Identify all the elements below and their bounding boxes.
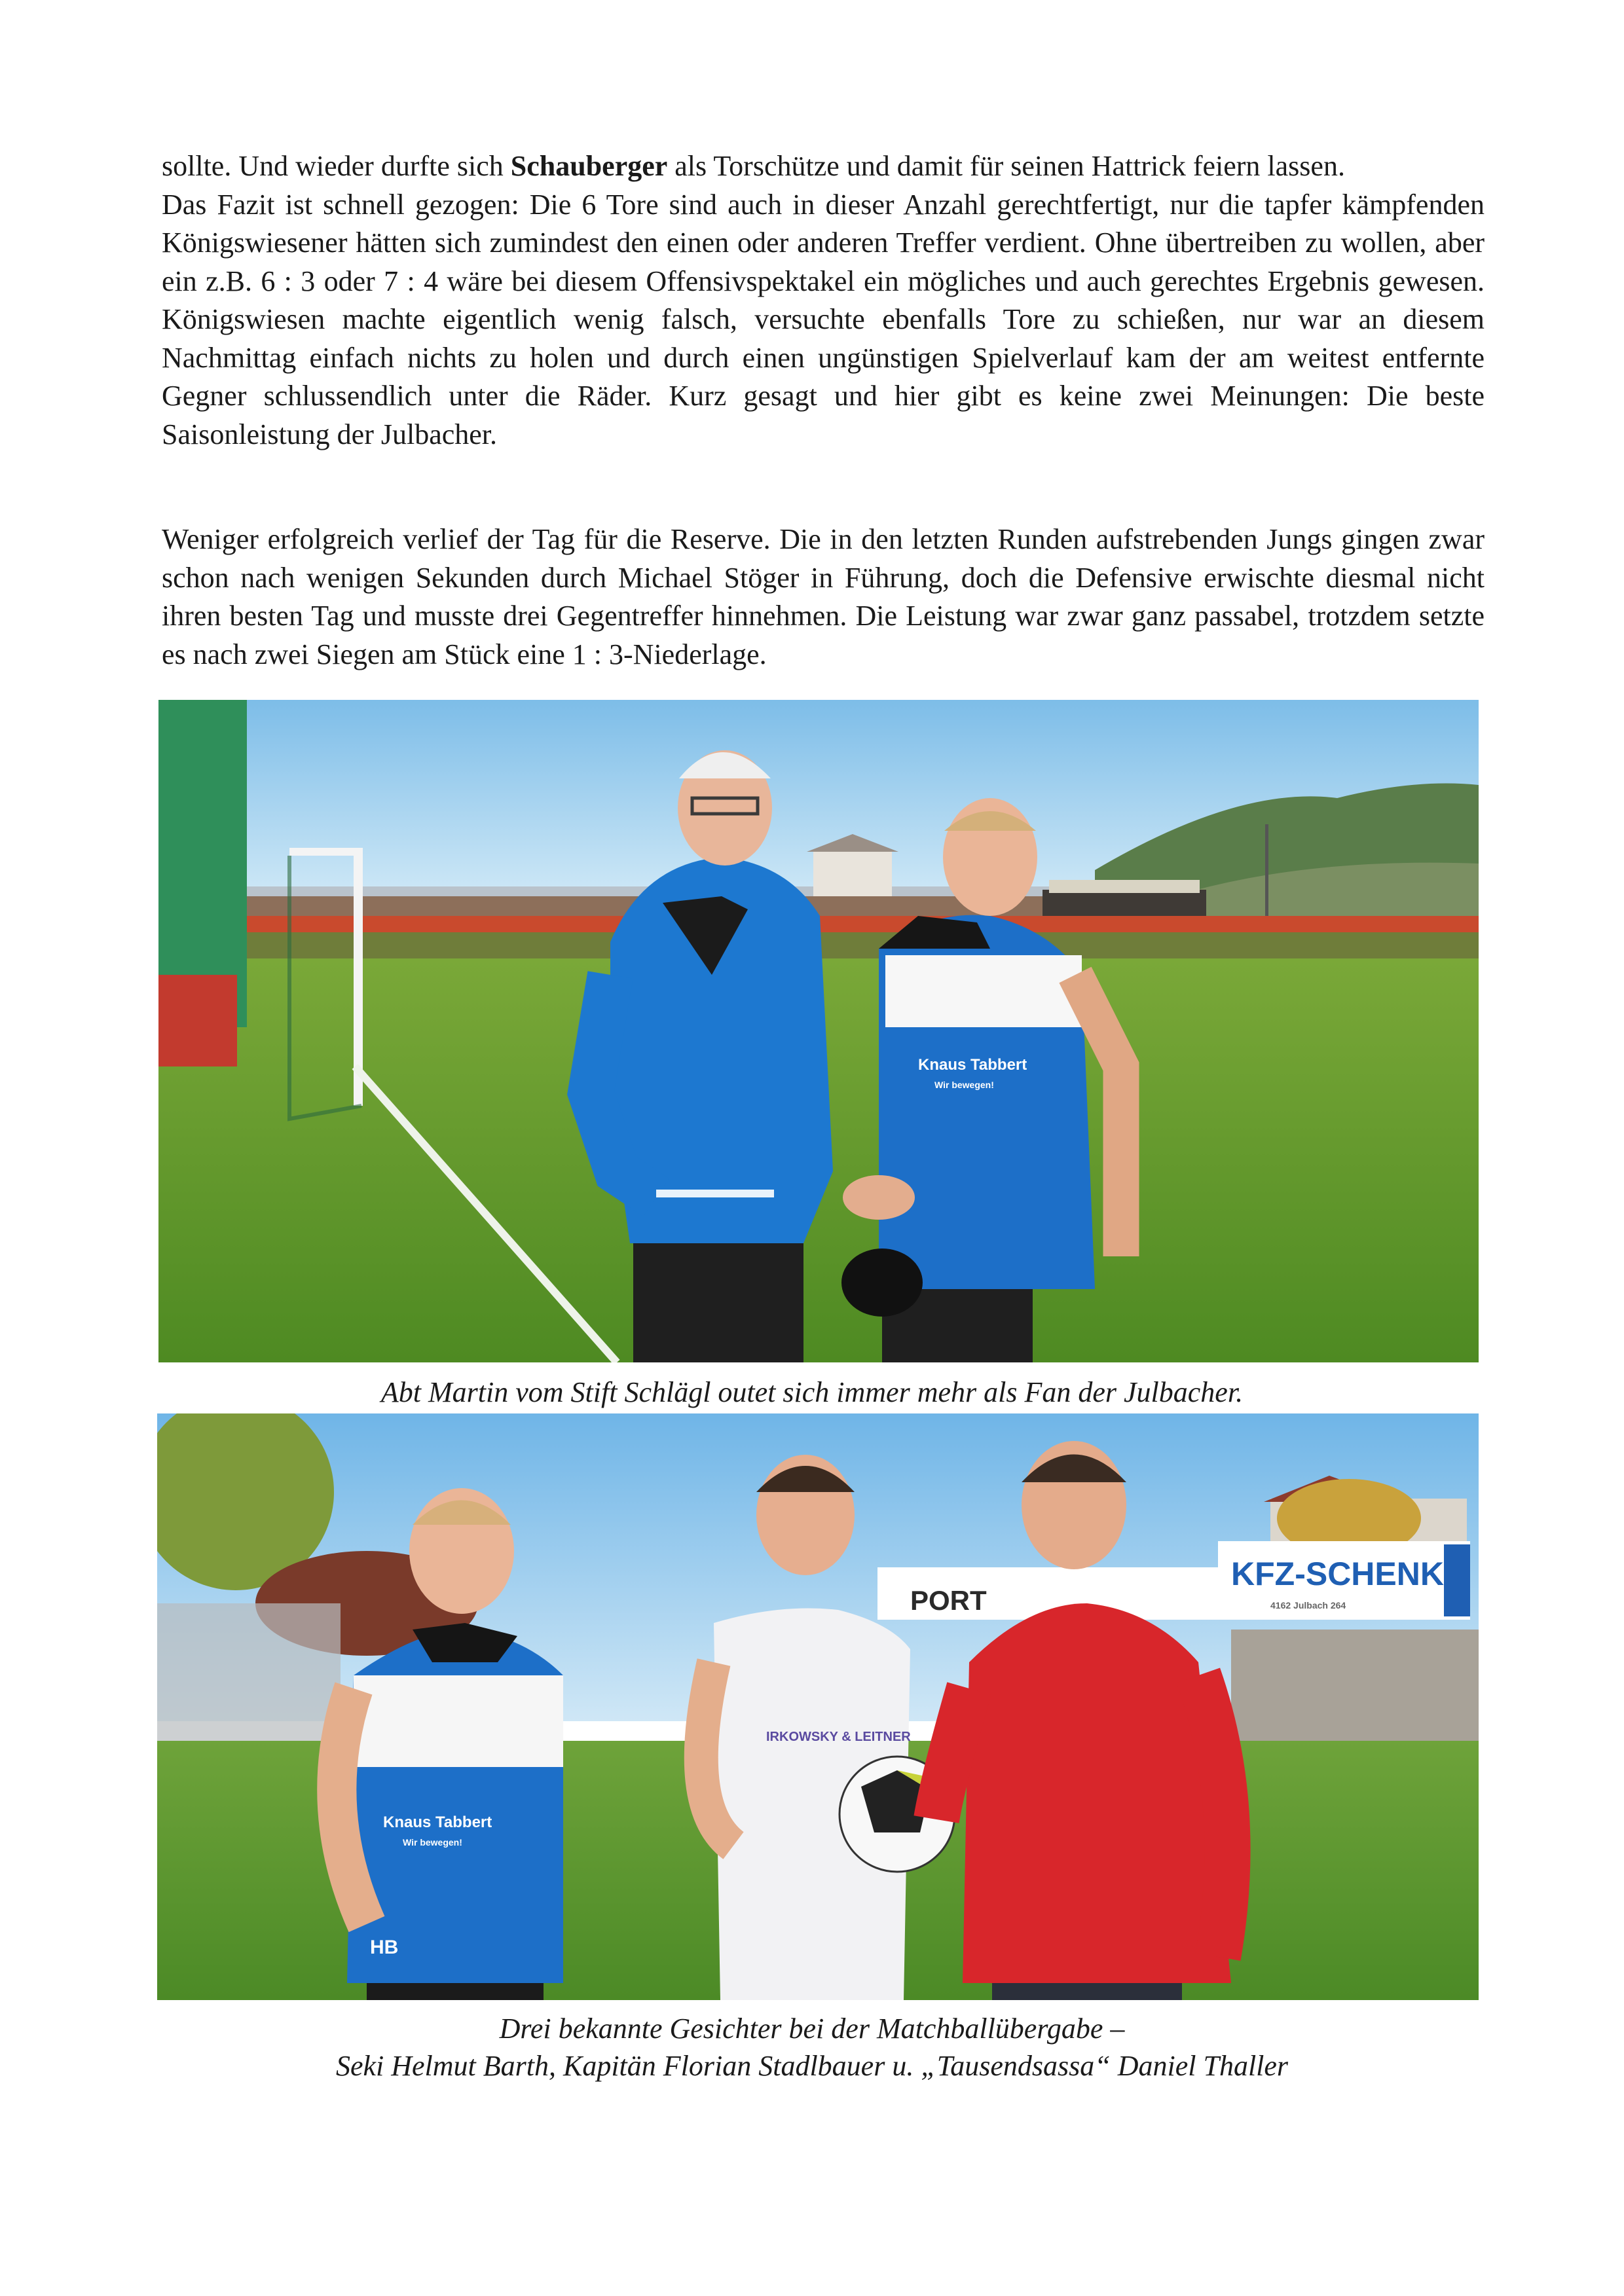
- shirt-sponsor-white: IRKOWSKY & LEITNER: [766, 1730, 911, 1744]
- photo2-caption: [0, 2010, 1624, 2085]
- shirt-initials: HB: [370, 1937, 399, 1958]
- shirt-sponsor-slogan-2: Wir bewegen!: [403, 1837, 462, 1848]
- photo-matchball: [157, 1413, 1479, 2000]
- player-name-bold: Schauberger: [510, 150, 668, 182]
- photo-handshake: [158, 700, 1479, 1362]
- photo1-caption: Abt Martin vom Stift Schlägl outet sich immer mehr als Fan der Julbacher.: [380, 1376, 1244, 1408]
- paragraph-reserve: Weniger erfolgreich verlief der Tag für die Reserve. Die in den letzten Runden aufstrebenden Jungs gingen zwar schon nach wenigen Sekunden durch Michael Stöger in Führung, doch die Defensive erwischte diesmal nicht ihren besten Tag und musste drei Gegentreffer hinnehmen. Die Leistung war zwar ganz passabel, trotzdem setzte es nach zwei Siegen am Stück eine 1 : 3-Niederlage.: [162, 523, 1485, 670]
- article-text-reserve: [162, 520, 1485, 674]
- photo2-caption-line2: Seki Helmut Barth, Kapitän Florian Stadlbauer u. „Tausendsassa“ Daniel Thaller: [335, 2050, 1289, 2082]
- banner-address: 4162 Julbach 264: [1270, 1600, 1346, 1611]
- photo2-caption-line1: Drei bekannte Gesichter bei der Matchballübergabe –: [499, 2013, 1125, 2045]
- paragraph-fazit: Das Fazit ist schnell gezogen: Die 6 Tore sind auch in dieser Anzahl gerechtfertigt, nur die tapfer kämpfenden Königswiesener hätten sich zumindest den einen oder anderen Treffer verdient. Ohne übertreiben zu wollen, aber ein z.B. 6 : 3 oder 7 : 4 wäre bei diesem Offensivspektakel ein mögliches und auch gerechtes Ergebnis gewesen. Königswiesen machte eigentlich wenig falsch, versuchte ebenfalls Tore zu schießen, nur war an diesem Nachmittag einfach nichts zu holen und durch einen ungünstigen Spielverlauf kam der am weitest entfernte Gegner schlussendlich unter die Räder. Kurz gesagt und hier gibt es keine zwei Meinungen: Die beste Saisonleistung der Julbacher.: [162, 188, 1485, 450]
- shirt-sponsor-text-2: Knaus Tabbert: [383, 1813, 492, 1831]
- shirt-sponsor-text: Knaus Tabbert: [918, 1056, 1027, 1074]
- banner-partial: PORT: [910, 1585, 987, 1616]
- paragraph-hattrick: sollte. Und wieder durfte sich Schauberger als Torschütze und damit für seinen Hattrick feiern lassen.: [162, 150, 1345, 182]
- article-text-top: [162, 147, 1485, 454]
- banner-kfz-schenk: KFZ-SCHENK: [1231, 1556, 1444, 1592]
- shirt-sponsor-slogan: Wir bewegen!: [934, 1080, 994, 1090]
